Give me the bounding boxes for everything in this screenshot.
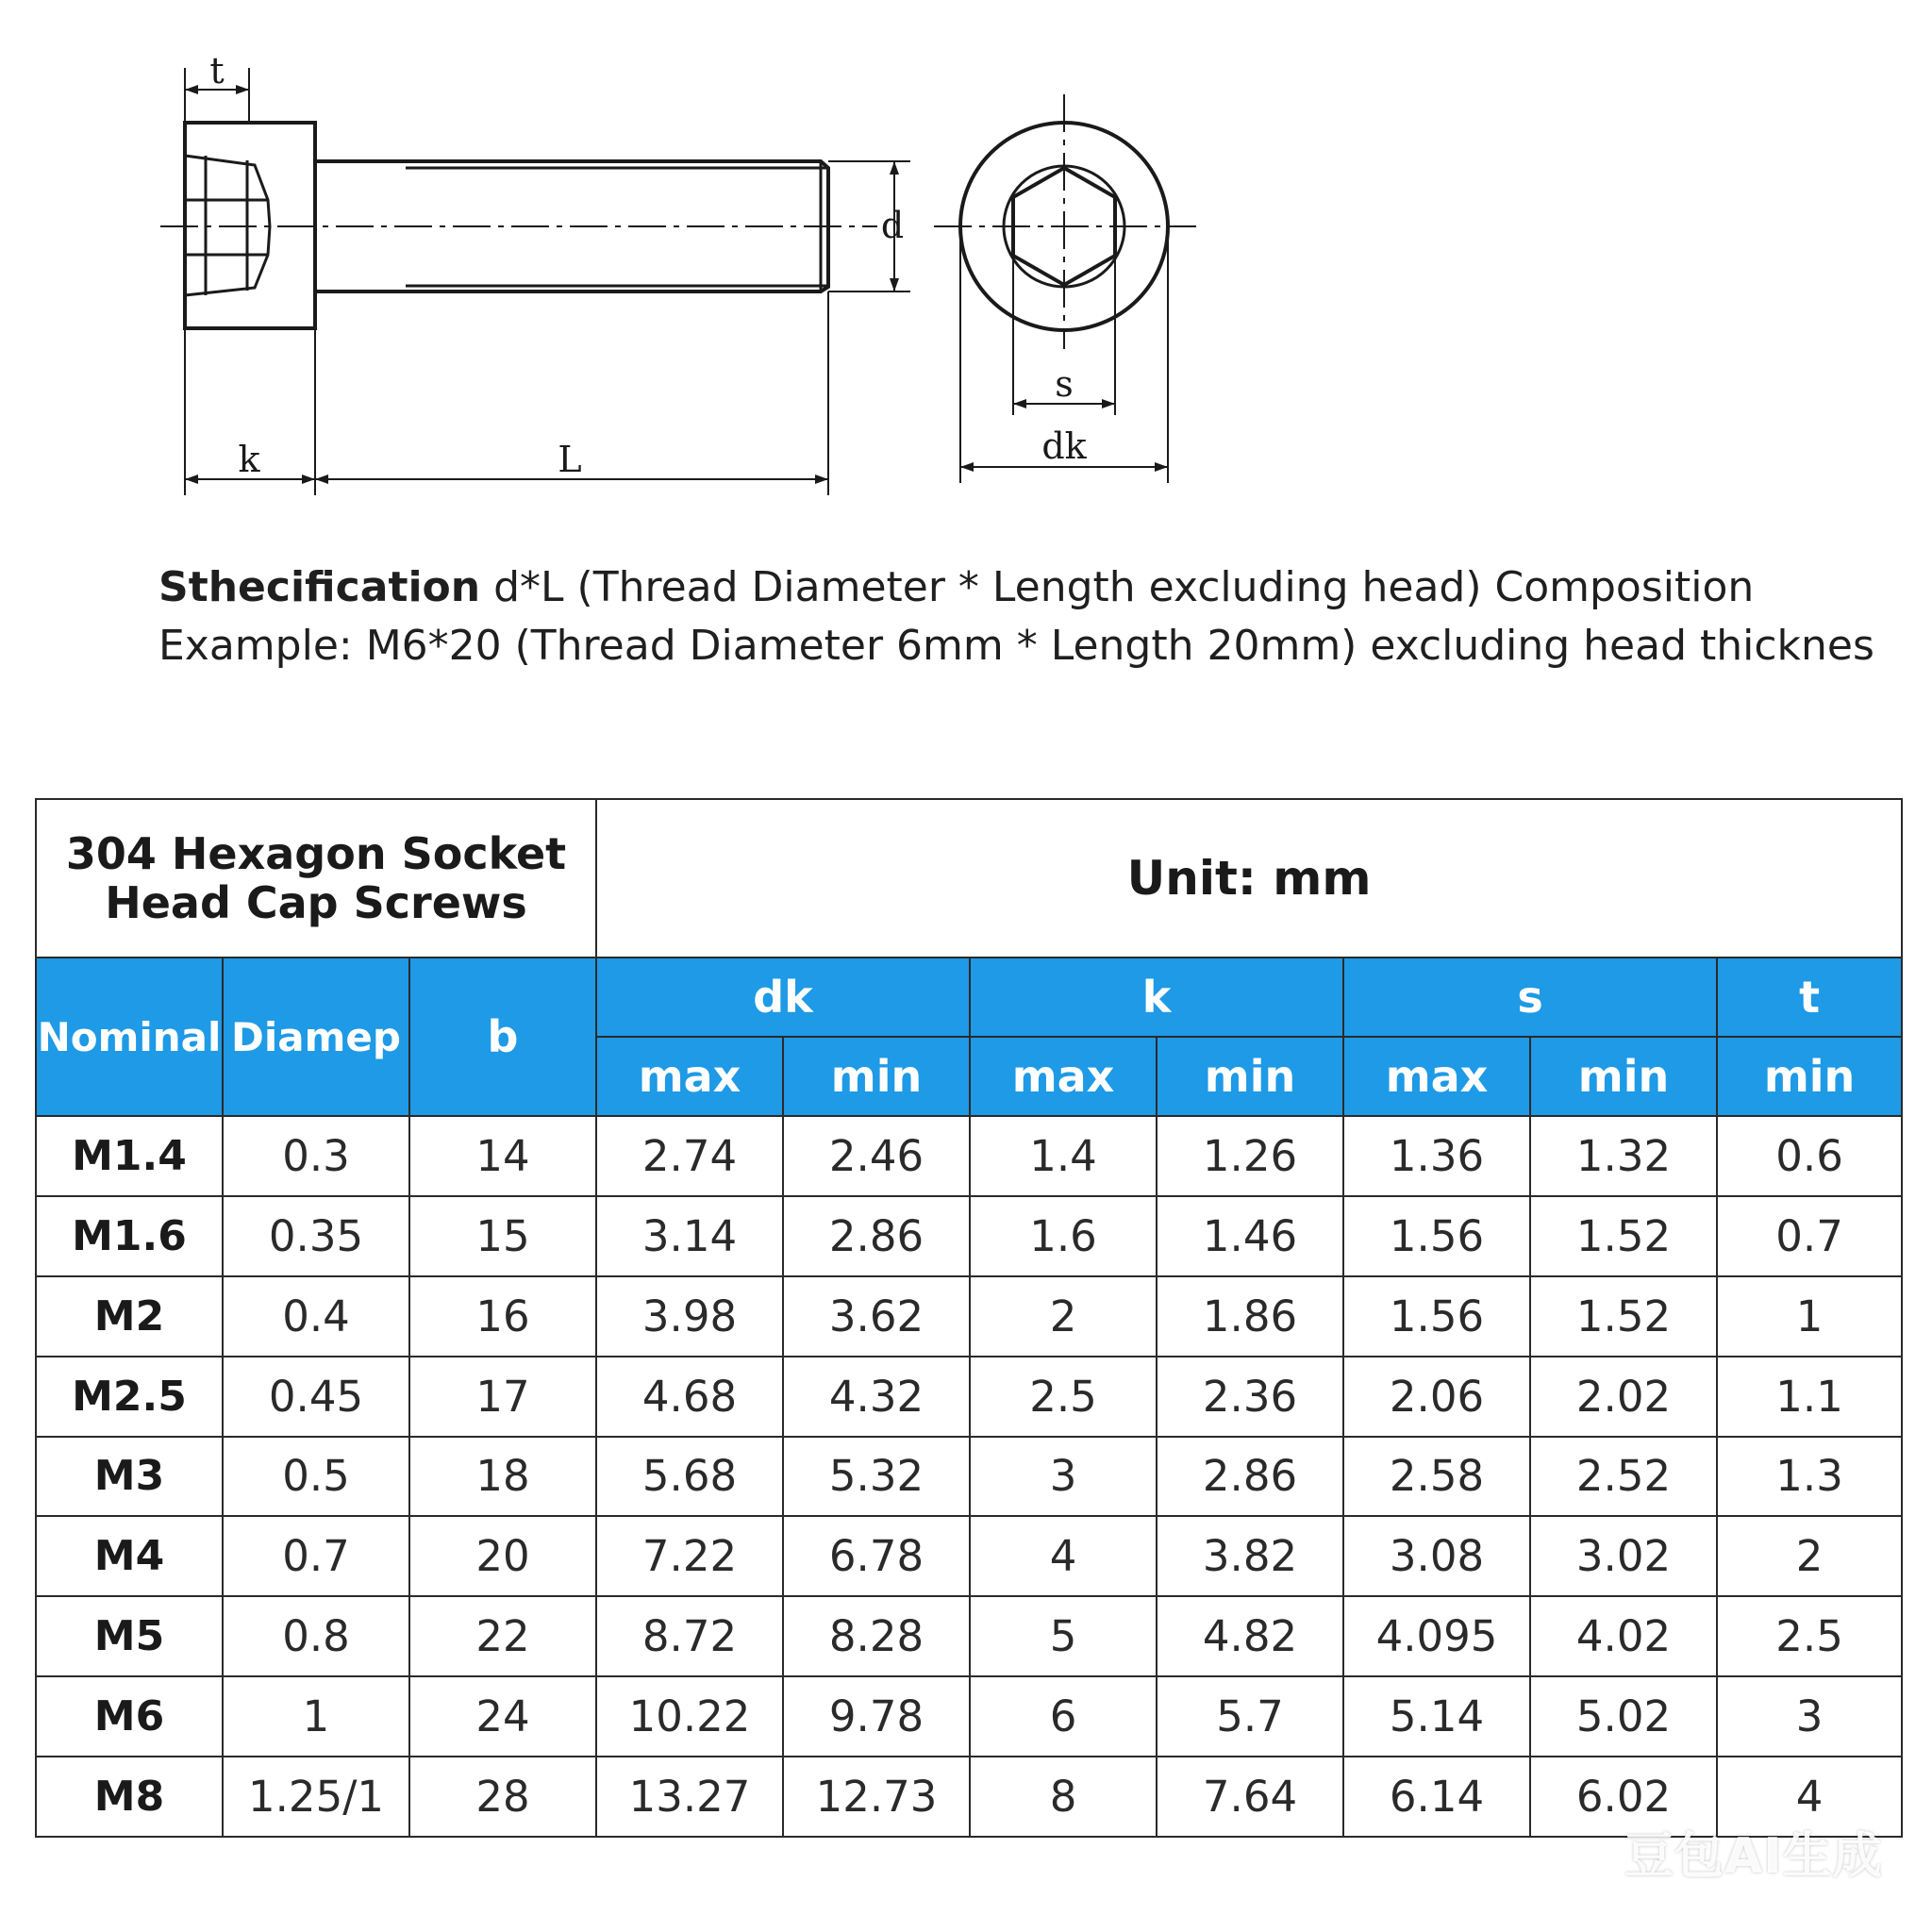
cell-k-max: 8 <box>970 1757 1157 1837</box>
subheader-s-min: min <box>1530 1037 1717 1116</box>
cell-s-min: 5.02 <box>1530 1676 1717 1757</box>
cell-nominal: M5 <box>36 1596 223 1676</box>
spec-heading: Sthecification <box>158 563 481 611</box>
cell-dk-min: 5.32 <box>783 1437 970 1517</box>
cell-diameter: 0.45 <box>223 1357 409 1437</box>
table-body <box>36 1116 1902 1837</box>
cell-k-max: 1.4 <box>970 1116 1157 1196</box>
subheader-k-min: min <box>1157 1037 1343 1116</box>
cell-k-min: 1.46 <box>1157 1196 1343 1276</box>
cell-dk-max: 2.74 <box>596 1116 783 1196</box>
cell-t-min: 0.6 <box>1717 1116 1902 1196</box>
screw-spec-table <box>35 798 1903 1838</box>
label-s: s <box>1055 363 1074 405</box>
subheader-t-min: min <box>1717 1037 1902 1116</box>
cell-s-max: 1.36 <box>1343 1116 1530 1196</box>
cell-dk-min: 9.78 <box>783 1676 970 1757</box>
label-k: k <box>238 439 260 480</box>
table-row <box>36 1116 1902 1196</box>
cell-k-max: 1.6 <box>970 1196 1157 1276</box>
cell-b: 28 <box>409 1757 596 1837</box>
cell-t-min: 1.3 <box>1717 1437 1902 1517</box>
cell-t-min: 4 <box>1717 1757 1902 1837</box>
cell-dk-max: 5.68 <box>596 1437 783 1517</box>
cell-dk-max: 3.14 <box>596 1196 783 1276</box>
cell-dk-max: 10.22 <box>596 1676 783 1757</box>
cell-diameter: 0.4 <box>223 1276 409 1357</box>
cell-diameter: 1 <box>223 1676 409 1757</box>
specification-text <box>158 558 1913 675</box>
cell-b: 20 <box>409 1516 596 1596</box>
cell-k-min: 7.64 <box>1157 1757 1343 1837</box>
cell-s-min: 6.02 <box>1530 1757 1717 1837</box>
spec-line-2: Example: M6*20 (Thread Diameter 6mm * Length 20mm) excluding head thicknes <box>158 622 1874 670</box>
cell-diameter: 0.5 <box>223 1437 409 1517</box>
cell-b: 15 <box>409 1196 596 1276</box>
cell-k-max: 2.5 <box>970 1357 1157 1437</box>
cell-b: 14 <box>409 1116 596 1196</box>
cell-s-min: 2.52 <box>1530 1437 1717 1517</box>
cell-s-min: 1.52 <box>1530 1196 1717 1276</box>
cell-dk-min: 4.32 <box>783 1357 970 1437</box>
subheader-k-max: max <box>970 1037 1157 1116</box>
cell-k-max: 6 <box>970 1676 1157 1757</box>
label-t: t <box>209 50 225 92</box>
cell-k-max: 3 <box>970 1437 1157 1517</box>
cell-nominal: M2.5 <box>36 1357 223 1437</box>
cell-nominal: M4 <box>36 1516 223 1596</box>
cell-dk-min: 6.78 <box>783 1516 970 1596</box>
table-title-line-1: 304 Hexagon Socket <box>65 828 567 879</box>
cell-s-max: 1.56 <box>1343 1196 1530 1276</box>
cell-k-max: 4 <box>970 1516 1157 1596</box>
cell-s-max: 2.06 <box>1343 1357 1530 1437</box>
cell-t-min: 2.5 <box>1717 1596 1902 1676</box>
cell-s-max: 4.095 <box>1343 1596 1530 1676</box>
cell-t-min: 2 <box>1717 1516 1902 1596</box>
cell-dk-min: 8.28 <box>783 1596 970 1676</box>
cell-s-min: 3.02 <box>1530 1516 1717 1596</box>
table-row <box>36 1357 1902 1437</box>
cell-b: 22 <box>409 1596 596 1676</box>
cell-k-min: 4.82 <box>1157 1596 1343 1676</box>
table-row <box>36 1276 1902 1357</box>
cell-diameter: 0.35 <box>223 1196 409 1276</box>
subheader-dk-max: max <box>596 1037 783 1116</box>
cell-k-min: 2.36 <box>1157 1357 1343 1437</box>
cell-s-max: 2.58 <box>1343 1437 1530 1517</box>
cell-nominal: M2 <box>36 1276 223 1357</box>
cell-nominal: M3 <box>36 1437 223 1517</box>
cell-dk-max: 8.72 <box>596 1596 783 1676</box>
header-k: k <box>970 958 1343 1037</box>
cell-s-max: 1.56 <box>1343 1276 1530 1357</box>
cell-b: 18 <box>409 1437 596 1517</box>
cell-k-max: 5 <box>970 1596 1157 1676</box>
table-row <box>36 1516 1902 1596</box>
cell-dk-max: 13.27 <box>596 1757 783 1837</box>
cell-nominal: M1.6 <box>36 1196 223 1276</box>
cell-k-min: 2.86 <box>1157 1437 1343 1517</box>
header-t: t <box>1717 958 1902 1037</box>
table-row <box>36 1676 1902 1757</box>
spec-line-1 <box>158 558 1913 617</box>
spec-line-1-rest: d*L (Thread Diameter * Length excluding head) Composition <box>480 563 1755 611</box>
subheader-s-max: max <box>1343 1037 1530 1116</box>
watermark: 豆包AI生成 <box>1624 1828 1883 1885</box>
cell-s-max: 6.14 <box>1343 1757 1530 1837</box>
cell-diameter: 0.7 <box>223 1516 409 1596</box>
cell-s-min: 4.02 <box>1530 1596 1717 1676</box>
label-L: L <box>558 439 582 480</box>
cell-t-min: 1 <box>1717 1276 1902 1357</box>
cell-b: 24 <box>409 1676 596 1757</box>
cell-k-min: 1.86 <box>1157 1276 1343 1357</box>
cell-s-min: 2.02 <box>1530 1357 1717 1437</box>
subheader-dk-min: min <box>783 1037 970 1116</box>
cell-t-min: 1.1 <box>1717 1357 1902 1437</box>
table-title <box>36 799 596 958</box>
cell-k-max: 2 <box>970 1276 1157 1357</box>
cell-s-max: 3.08 <box>1343 1516 1530 1596</box>
table-title-line-2: Head Cap Screws <box>105 877 527 928</box>
header-diameter: Diamep <box>223 958 409 1116</box>
header-nominal: Nominal <box>36 958 223 1116</box>
cell-b: 16 <box>409 1276 596 1357</box>
table-row <box>36 1596 1902 1676</box>
cell-diameter: 0.3 <box>223 1116 409 1196</box>
cell-b: 17 <box>409 1357 596 1437</box>
header-dk: dk <box>596 958 970 1037</box>
unit-label: Unit: mm <box>596 799 1902 958</box>
cell-t-min: 3 <box>1717 1676 1902 1757</box>
cell-dk-min: 2.46 <box>783 1116 970 1196</box>
cell-dk-max: 4.68 <box>596 1357 783 1437</box>
header-b: b <box>409 958 596 1116</box>
cell-nominal: M1.4 <box>36 1116 223 1196</box>
cell-s-min: 1.32 <box>1530 1116 1717 1196</box>
cell-k-min: 1.26 <box>1157 1116 1343 1196</box>
cell-s-max: 5.14 <box>1343 1676 1530 1757</box>
cell-dk-max: 7.22 <box>596 1516 783 1596</box>
cell-k-min: 3.82 <box>1157 1516 1343 1596</box>
cell-diameter: 1.25/1 <box>223 1757 409 1837</box>
header-s: s <box>1343 958 1717 1037</box>
label-d: d <box>880 205 905 246</box>
table-row <box>36 1437 1902 1517</box>
label-dk: dk <box>1041 425 1087 467</box>
cell-dk-min: 3.62 <box>783 1276 970 1357</box>
cell-dk-max: 3.98 <box>596 1276 783 1357</box>
screw-technical-drawing <box>0 0 1932 528</box>
cell-nominal: M8 <box>36 1757 223 1837</box>
cell-diameter: 0.8 <box>223 1596 409 1676</box>
cell-t-min: 0.7 <box>1717 1196 1902 1276</box>
cell-k-min: 5.7 <box>1157 1676 1343 1757</box>
cell-s-min: 1.52 <box>1530 1276 1717 1357</box>
cell-dk-min: 12.73 <box>783 1757 970 1837</box>
table-row <box>36 1196 1902 1276</box>
cell-dk-min: 2.86 <box>783 1196 970 1276</box>
table-row <box>36 1757 1902 1837</box>
cell-nominal: M6 <box>36 1676 223 1757</box>
